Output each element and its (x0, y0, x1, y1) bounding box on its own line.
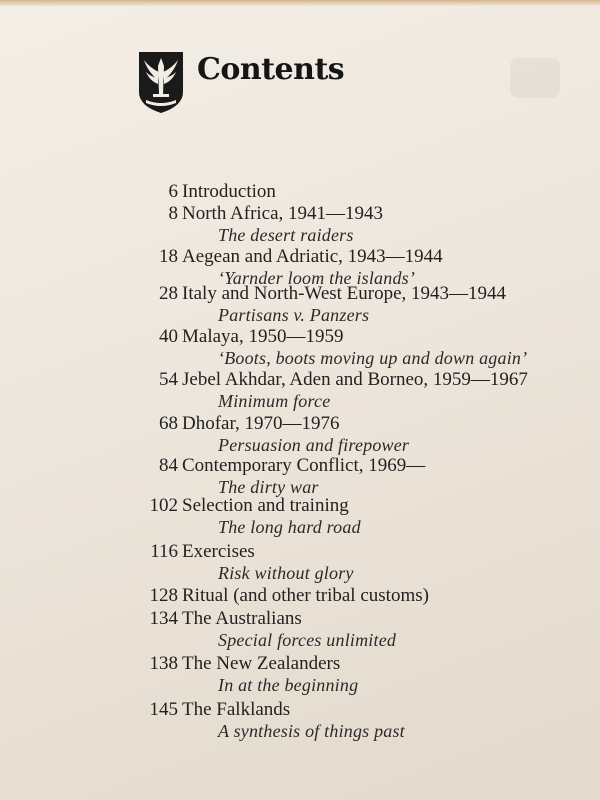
toc-page-number: 102 (149, 495, 178, 516)
toc-page-number: 84 (159, 455, 178, 476)
toc-chapter-subtitle: ‘Boots, boots moving up and down again’ (218, 348, 528, 368)
toc-chapter-title: Malaya, 1950—1959 (182, 326, 344, 347)
toc-chapter-subtitle: Special forces unlimited (218, 630, 397, 650)
toc-page-number: 18 (159, 246, 178, 267)
toc-page-number: 8 (168, 203, 178, 224)
toc-page-number: 134 (149, 608, 178, 629)
toc-page-number: 138 (149, 653, 178, 674)
toc-page-number: 6 (168, 181, 178, 202)
toc-chapter-title: North Africa, 1941—1943 (182, 203, 384, 224)
toc-chapter-title: Jebel Akhdar, Aden and Borneo, 1959—1967 (182, 369, 528, 390)
toc-chapter-subtitle: The desert raiders (218, 225, 354, 245)
toc-chapter-title: Introduction (182, 181, 276, 202)
toc-chapter-title: Contemporary Conflict, 1969— (182, 455, 426, 476)
toc-chapter-title: The Falklands (182, 699, 291, 720)
toc-chapter-title: Italy and North-West Europe, 1943—1944 (182, 283, 507, 304)
toc-chapter-title: Exercises (182, 541, 255, 562)
toc-chapter-title: The New Zealanders (182, 653, 341, 674)
toc-chapter-subtitle: Risk without glory (218, 563, 354, 583)
toc-page-number: 116 (150, 541, 178, 562)
toc-page-number: 128 (149, 585, 178, 606)
toc-chapter-title: Dhofar, 1970—1976 (182, 413, 340, 434)
toc-chapter-subtitle: A synthesis of things past (218, 721, 405, 741)
toc-chapter-subtitle: Partisans v. Panzers (218, 305, 370, 325)
toc-page-number: 28 (159, 283, 178, 304)
toc-chapter-subtitle: ‘Yarnder loom the islands’ (218, 268, 416, 288)
toc-chapter-subtitle: Minimum force (218, 391, 331, 411)
contents-heading: Contents (197, 52, 345, 87)
toc-page-number: 145 (149, 699, 178, 720)
toc-chapter-subtitle: The dirty war (218, 477, 319, 497)
toc-page-number: 54 (159, 369, 178, 390)
toc-chapter-title: Selection and training (182, 495, 349, 516)
toc-chapter-subtitle: Persuasion and firepower (218, 435, 410, 455)
toc-chapter-title: Ritual (and other tribal customs) (182, 585, 429, 606)
toc-chapter-title: The Australians (182, 608, 302, 629)
toc-page-number: 68 (159, 413, 178, 434)
toc-chapter-subtitle: The long hard road (218, 517, 361, 537)
toc-chapter-title: Aegean and Adriatic, 1943—1944 (182, 246, 443, 267)
toc-page-number: 40 (159, 326, 178, 347)
toc-chapter-subtitle: In at the beginning (218, 675, 359, 695)
